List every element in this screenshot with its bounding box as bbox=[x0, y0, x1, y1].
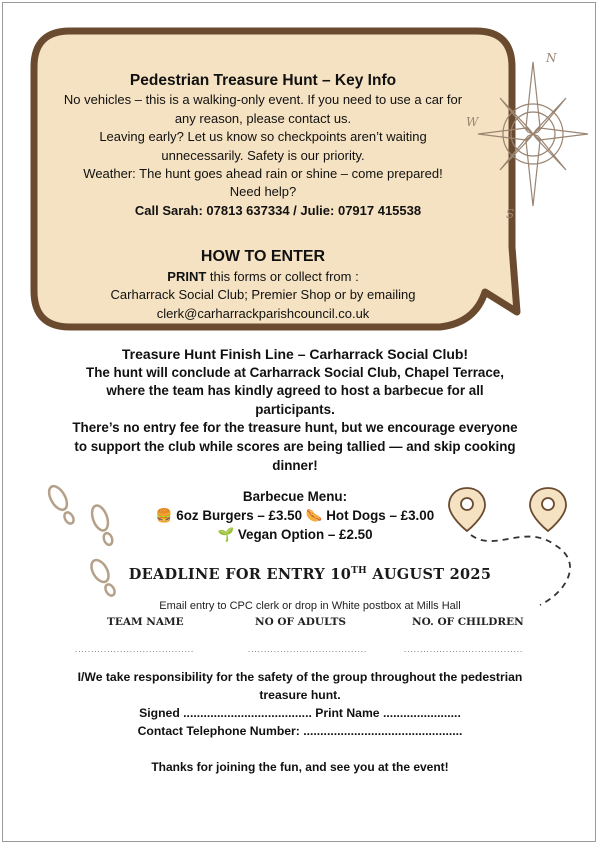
finish-line-title: Treasure Hunt Finish Line – Carharrack Social Club! bbox=[121, 346, 469, 362]
deadline-heading bbox=[95, 566, 525, 583]
declaration-line: treasure hunt. bbox=[259, 688, 341, 702]
children-label: NO. OF CHILDREN bbox=[412, 616, 524, 628]
deadline-sup: TH bbox=[351, 566, 367, 577]
map-pins-icon bbox=[445, 483, 585, 613]
finish-line-text: participants. bbox=[255, 401, 335, 417]
key-info-text bbox=[28, 72, 498, 220]
vegan-price: Vegan Option – £2.50 bbox=[237, 527, 373, 542]
menu-heading: Barbecue Menu: bbox=[242, 489, 348, 504]
barbecue-menu bbox=[130, 487, 460, 544]
compass-n: N bbox=[546, 51, 557, 65]
thanks-message: Thanks for joining the fun, and see you at the event! bbox=[151, 760, 449, 774]
team-name-label: TEAM NAME bbox=[107, 616, 184, 628]
hotdog-price: Hot Dogs – £3.00 bbox=[326, 508, 435, 523]
how-to-enter-heading: HOW TO ENTER bbox=[200, 248, 326, 265]
finish-line-text: The hunt will conclude at Carharrack Social Club, Chapel Terrace, bbox=[86, 364, 504, 380]
key-info-line: Leaving early? Let us know so checkpoints aren’t waiting bbox=[99, 129, 427, 145]
finish-line-section bbox=[30, 345, 560, 475]
burger-price: 6oz Burgers – £3.50 bbox=[176, 508, 303, 523]
declaration-line: I/We take responsibility for the safety of the group throughout the pedestrian bbox=[77, 670, 523, 684]
declaration bbox=[50, 668, 550, 740]
children-field[interactable]: ..................................... bbox=[404, 645, 524, 654]
key-info-line: No vehicles – this is a walking-only event. If you need to use a car for bbox=[63, 92, 463, 108]
team-name-field[interactable]: ..................................... bbox=[75, 645, 195, 654]
key-info-line: unnecessarily. Safety is our priority. bbox=[161, 147, 365, 163]
key-info-title: Pedestrian Treasure Hunt – Key Info bbox=[129, 72, 397, 89]
footprints-icon bbox=[38, 478, 128, 603]
finish-line-text: dinner! bbox=[272, 457, 318, 473]
key-info-line: Need help? bbox=[229, 184, 297, 200]
how-to-enter-line2: Carharrack Social Club; Premier Shop or by emailing bbox=[110, 287, 416, 303]
clerk-email[interactable]: clerk@carharrackparishcouncil.co.uk bbox=[156, 305, 370, 321]
key-info-line: Weather: The hunt goes ahead rain or shine – come prepared! bbox=[83, 166, 443, 182]
signature-field[interactable]: Signed ...................................... Print Name ....................... bbox=[139, 706, 461, 720]
deadline-rest: AUGUST 2025 bbox=[366, 566, 492, 583]
contact-numbers: Call Sarah: 07813 637334 / Julie: 07917 415538 bbox=[134, 202, 422, 218]
hotdog-icon: 🌭 bbox=[305, 508, 323, 523]
deadline-prefix: DEADLINE FOR ENTRY 10 bbox=[128, 566, 352, 583]
compass-w: W bbox=[466, 115, 479, 129]
finish-line-text: where the team has kindly agreed to host a barbecue for all bbox=[106, 383, 484, 399]
how-to-enter-line1: this forms or collect from : bbox=[206, 269, 359, 284]
print-word: PRINT bbox=[167, 269, 207, 284]
finish-line-text: to support the club while scores are being tallied — and skip cooking bbox=[74, 438, 516, 454]
vegan-icon: 🌱 bbox=[217, 527, 235, 542]
how-to-enter bbox=[28, 247, 498, 323]
compass-s: S bbox=[506, 207, 515, 221]
entry-note: Email entry to CPC clerk or drop in White postbox at Mills Hall bbox=[159, 600, 461, 612]
how-to-enter-line bbox=[28, 268, 498, 286]
burger-icon: 🍔 bbox=[155, 508, 173, 523]
adults-label: NO OF ADULTS bbox=[255, 616, 346, 628]
finish-line-text: There’s no entry fee for the treasure hunt, but we encourage everyone bbox=[72, 420, 518, 436]
phone-field[interactable]: Contact Telephone Number: ............................................... bbox=[137, 724, 463, 738]
key-info-line: any reason, please contact us. bbox=[174, 110, 352, 126]
adults-field[interactable]: ..................................... bbox=[248, 645, 368, 654]
